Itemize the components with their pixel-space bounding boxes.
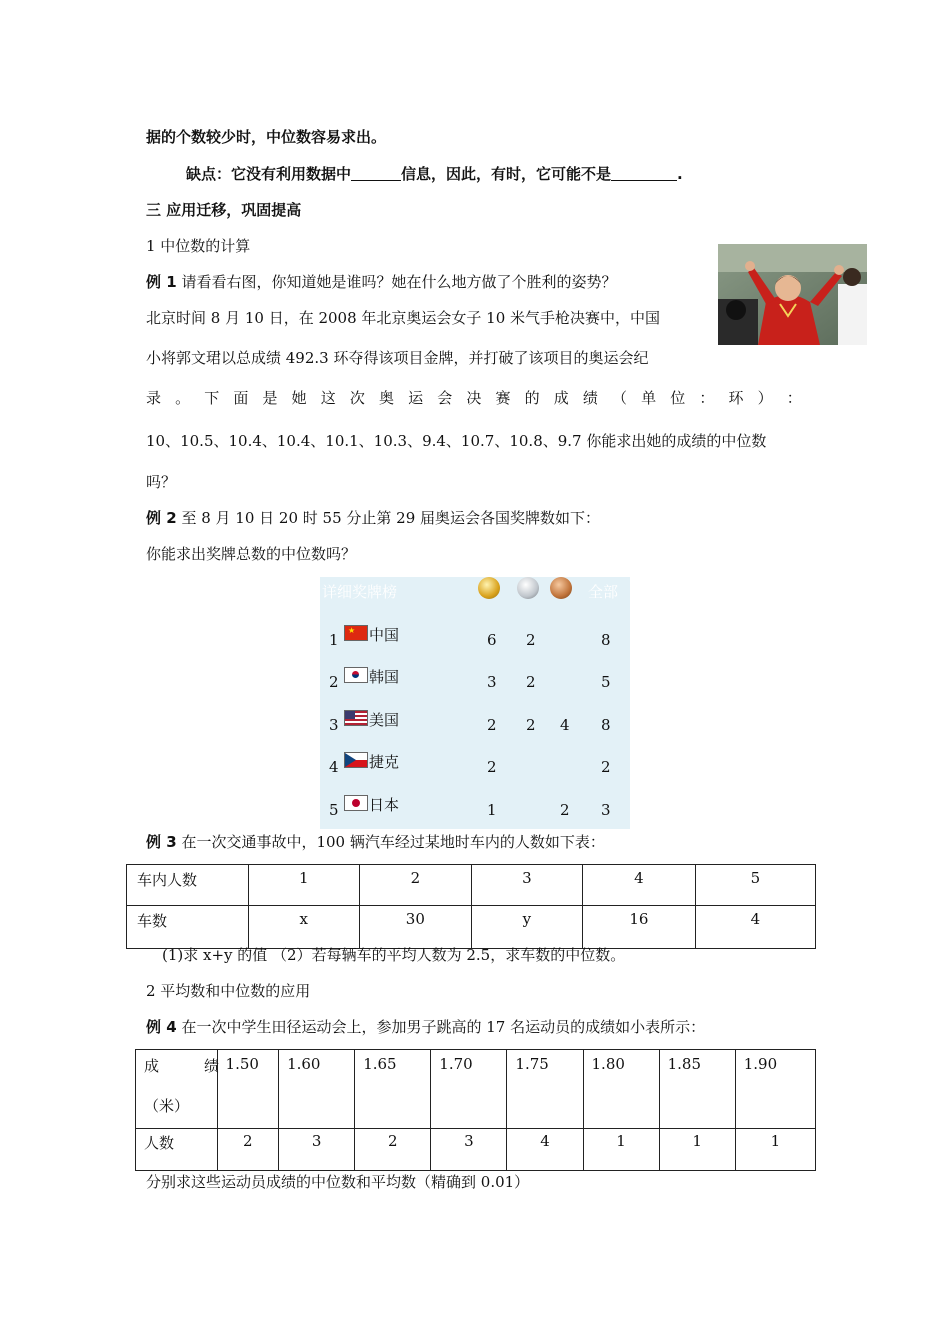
total-count: 3 [601, 801, 611, 819]
table-cell: 1 [248, 865, 359, 906]
count-cell: 4 [507, 1129, 583, 1171]
example1-char: 。 [175, 389, 191, 407]
gold-medal-icon [478, 577, 500, 599]
usa-flag-icon [344, 710, 368, 726]
example1-char: 位 [670, 389, 686, 407]
czech-flag-icon [344, 752, 368, 768]
table-cell: 4 [583, 865, 696, 906]
score-cell: 1.80 [583, 1050, 659, 1129]
example1-char: 的 [524, 389, 540, 407]
example1-line1 [146, 272, 616, 292]
table-cell: 4 [695, 906, 815, 949]
medal-table-title: 详细奖牌榜 [322, 583, 398, 601]
total-count: 2 [601, 758, 611, 776]
medal-rank: 4 [329, 758, 339, 776]
gold-count: 3 [487, 673, 497, 691]
example1-char: ： [699, 389, 715, 407]
example-label: 例 2 [146, 509, 177, 527]
medal-rank: 2 [329, 673, 339, 691]
medal-rank: 1 [329, 631, 339, 649]
country-name: 日本 [369, 796, 400, 814]
example1-line6: 吗？ [146, 473, 177, 491]
score-cell: 1.60 [279, 1050, 355, 1129]
subsection-heading: 1 中位数的计算 [146, 237, 251, 255]
table-cell: 2 [360, 865, 472, 906]
count-cell: 3 [279, 1129, 355, 1171]
example1-line3: 小将郭文珺以总成绩 492.3 环夺得该项目金牌，并打破了该项目的奥运会纪 [146, 349, 649, 367]
table-cell: 3 [471, 865, 582, 906]
table-row [127, 865, 816, 906]
example1-char: 奥 [379, 389, 395, 407]
country-name: 中国 [369, 626, 400, 644]
silver-count: 2 [526, 716, 536, 734]
shortcoming-prefix: 缺点：它没有利用数据中 [186, 165, 352, 183]
table-cell: y [471, 906, 582, 949]
medal-rank: 3 [329, 716, 339, 734]
bronze-count: 2 [560, 801, 570, 819]
example1-char: 会 [437, 389, 453, 407]
intro-line: 据的个数较少时，中位数容易求出。 [146, 128, 387, 146]
table-cell: 30 [360, 906, 472, 949]
example1-char: ： [786, 389, 802, 407]
header-char: 绩 [204, 1057, 220, 1075]
table-row [136, 1129, 816, 1171]
example1-char: 赛 [495, 389, 511, 407]
example-label: 例 4 [146, 1018, 177, 1036]
silver-count: 2 [526, 631, 536, 649]
example1-char: 面 [233, 389, 249, 407]
count-cell: 1 [735, 1129, 815, 1171]
country-name: 美国 [369, 711, 400, 729]
example1-char: 成 [553, 389, 569, 407]
example1-char: 录 [146, 389, 162, 407]
example1-char: 环 [728, 389, 744, 407]
example1-text: 请看看右图，你知道她是谁吗？她在什么地方做了个胜利的姿势？ [181, 273, 617, 291]
shortcoming-line [186, 164, 683, 184]
example1-data-line: 10、10.5、10.4、10.4、10.1、10.3、9.4、10.7、10.8、9.7 你能求出她的成绩的中位数 [146, 432, 767, 450]
example1-char: （ [612, 389, 628, 407]
example1-line4 [146, 388, 802, 408]
count-cell: 3 [431, 1129, 507, 1171]
example1-char: 运 [408, 389, 424, 407]
gold-count: 6 [487, 631, 497, 649]
score-cell: 1.90 [735, 1050, 815, 1129]
athlete-photo [718, 244, 867, 345]
high-jump-table [135, 1049, 816, 1171]
table-cell: x [248, 906, 359, 949]
example1-char: 是 [262, 389, 278, 407]
answer-blank [611, 164, 677, 181]
example1-char: 决 [466, 389, 482, 407]
row-header-cell: 车内人数 [127, 865, 249, 906]
row-header-cell [136, 1050, 218, 1129]
count-cell: 2 [217, 1129, 279, 1171]
gold-count: 2 [487, 716, 497, 734]
example4-text: 在一次中学生田径运动会上，参加男子跳高的 17 名运动员的成绩如小表所示： [181, 1018, 706, 1036]
china-flag-icon: ★ [344, 625, 368, 641]
count-cell: 1 [583, 1129, 659, 1171]
score-cell: 1.50 [217, 1050, 279, 1129]
example3-questions: (1)求 x+y 的值 （2）若每辆车的平均人数为 2.5，求车数的中位数。 [162, 946, 626, 964]
score-cell: 1.70 [431, 1050, 507, 1129]
score-cell: 1.65 [355, 1050, 431, 1129]
example-label: 例 3 [146, 833, 177, 851]
example1-char: ） [757, 389, 773, 407]
bronze-medal-icon [550, 577, 572, 599]
example1-char: 这 [320, 389, 336, 407]
example2-line [146, 508, 600, 528]
gold-count: 2 [487, 758, 497, 776]
subsection-heading: 2 平均数和中位数的应用 [146, 982, 311, 1000]
answer-blank [351, 164, 401, 181]
bronze-count: 4 [560, 716, 570, 734]
section-heading: 三 应用迁移，巩固提高 [146, 201, 302, 219]
example2-text: 至 8 月 10 日 20 时 55 分止第 29 届奥运会各国奖牌数如下： [181, 509, 601, 527]
example1-char: 绩 [582, 389, 598, 407]
gold-count: 1 [487, 801, 497, 819]
example-label: 例 1 [146, 273, 177, 291]
score-cell: 1.85 [659, 1050, 735, 1129]
example4-line [146, 1017, 705, 1037]
example3-line [146, 832, 605, 852]
korea-flag-icon [344, 667, 368, 683]
example2-question: 你能求出奖牌总数的中位数吗？ [146, 545, 357, 563]
row-header-cell: 车数 [127, 906, 249, 949]
medal-table [320, 577, 630, 829]
count-cell: 1 [659, 1129, 735, 1171]
country-name: 捷克 [369, 753, 400, 771]
table-cell: 16 [583, 906, 696, 949]
count-cell: 2 [355, 1129, 431, 1171]
example4-task: 分别求这些运动员成绩的中位数和平均数（精确到 0.01） [146, 1173, 530, 1191]
shortcoming-end: . [677, 165, 683, 183]
example1-char: 次 [349, 389, 365, 407]
score-cell: 1.75 [507, 1050, 583, 1129]
row-header-cell: 人数 [136, 1129, 218, 1171]
example1-char: 单 [641, 389, 657, 407]
silver-medal-icon [517, 577, 539, 599]
total-count: 5 [601, 673, 611, 691]
example1-char: 下 [204, 389, 220, 407]
japan-flag-icon [344, 795, 368, 811]
example1-line2: 北京时间 8 月 10 日，在 2008 年北京奥运会女子 10 米气手枪决赛中，中国 [146, 309, 661, 327]
medal-rank: 5 [329, 801, 339, 819]
table-cell: 5 [695, 865, 815, 906]
example3-text: 在一次交通事故中，100 辆汽车经过某地时车内的人数如下表： [181, 833, 605, 851]
header-char: 成 [144, 1057, 160, 1075]
medal-table-total-header: 全部 [588, 583, 619, 601]
header-unit: （米） [144, 1097, 190, 1115]
example1-char: 她 [291, 389, 307, 407]
total-count: 8 [601, 631, 611, 649]
total-count: 8 [601, 716, 611, 734]
vehicle-table [126, 864, 816, 949]
table-row [136, 1050, 816, 1129]
silver-count: 2 [526, 673, 536, 691]
table-row [127, 906, 816, 949]
country-name: 韩国 [369, 668, 400, 686]
shortcoming-mid: 信息，因此，有时，它可能不是 [401, 165, 612, 183]
